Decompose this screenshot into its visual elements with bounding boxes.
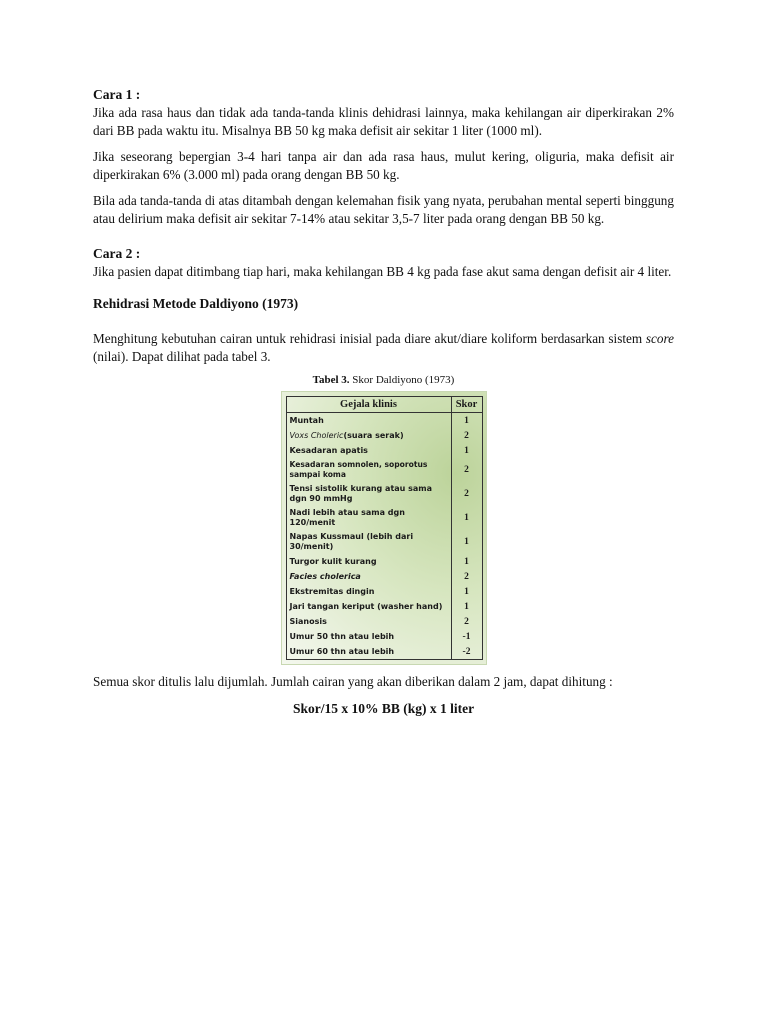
table-cell-skor: 2: [451, 614, 482, 629]
formula: Skor/15 x 10% BB (kg) x 1 liter: [292, 701, 475, 716]
table-row: [286, 458, 482, 482]
table-cell-gejala-text: (suara serak): [343, 430, 404, 440]
table-cell-gejala: Sianosis: [286, 614, 451, 629]
table-cell-gejala: Muntah: [286, 413, 451, 429]
cara2-heading: Cara 2 :: [93, 246, 141, 261]
table-cell-skor: 1: [451, 599, 482, 614]
table-cell-gejala: Kesadaran apatis: [286, 443, 451, 458]
table-cell-gejala: Tensi sistolik kurang atau sama dgn 90 mmHg: [286, 482, 451, 506]
cara1-paragraph-2: Jika seseorang bepergian 3-4 hari tanpa air dan ada rasa haus, mulut kering, oliguria, maka defisit air diperkirakan 6% (3.000 ml) pada orang dengan BB 50 kg.: [93, 149, 674, 182]
rehidrasi-paragraph: [93, 330, 674, 366]
table-row: [286, 530, 482, 554]
rehidrasi-text-after: (nilai). Dapat dilihat pada tabel 3.: [93, 349, 271, 364]
table-cell-gejala: Jari tangan keriput (washer hand): [286, 599, 451, 614]
table-row: [286, 584, 482, 599]
table-cell-skor: 1: [451, 506, 482, 530]
document-page: [93, 86, 674, 717]
cara1-paragraph-3: Bila ada tanda-tanda di atas ditambah dengan kelemahan fisik yang nyata, perubahan mental seperti binggung atau delirium maka defisit air sekitar 7-14% atau sekitar 3,5-7 liter pada orang dengan BB 50 kg.: [93, 193, 674, 226]
table-row: [286, 413, 482, 429]
table-cell-skor: -2: [451, 644, 482, 660]
table-cell-skor: 1: [451, 554, 482, 569]
table-row: [286, 443, 482, 458]
table-cell-gejala: Umur 60 thn atau lebih: [286, 644, 451, 660]
table-cell-gejala: Napas Kussmaul (lebih dari 30/menit): [286, 530, 451, 554]
table-cell-skor: -1: [451, 629, 482, 644]
table-caption-label: Tabel 3.: [312, 374, 350, 386]
table-cell-gejala: Ekstremitas dingin: [286, 584, 451, 599]
table-cell-skor: 2: [451, 569, 482, 584]
table-row: [286, 569, 482, 584]
table-cell-skor: 1: [451, 413, 482, 429]
table-row: [286, 506, 482, 530]
cara2-paragraph-1: Jika pasien dapat ditimbang tiap hari, maka kehilangan BB 4 kg pada fase akut sama dengan defisit air 4 liter.: [93, 264, 672, 279]
table-row: [286, 554, 482, 569]
table-cell-gejala: [286, 569, 451, 584]
table-cell-skor: 1: [451, 584, 482, 599]
column-header-gejala: Gejala klinis: [286, 397, 451, 413]
table-cell-skor: 1: [451, 530, 482, 554]
table-row: [286, 482, 482, 506]
table-row: [286, 644, 482, 660]
cara1-heading: Cara 1 :: [93, 87, 141, 102]
table-cell-gejala: [286, 428, 451, 443]
table-cell-skor: 2: [451, 458, 482, 482]
table-header-row: [286, 397, 482, 413]
skor-table: [286, 396, 483, 660]
table-cell-skor: 1: [451, 443, 482, 458]
table-cell-skor: 2: [451, 428, 482, 443]
table-cell-skor: 2: [451, 482, 482, 506]
skor-table-frame: [281, 391, 487, 665]
closing-paragraph: Semua skor ditulis lalu dijumlah. Jumlah cairan yang akan diberikan dalam 2 jam, dapat dihitung :: [93, 674, 613, 689]
table-cell-gejala-italic: Facies cholerica: [289, 571, 361, 581]
column-header-skor: Skor: [451, 397, 482, 413]
cara1-paragraph-1: Jika ada rasa haus dan tidak ada tanda-tanda klinis dehidrasi lainnya, maka kehilangan air diperkirakan 2% dari BB pada waktu itu. Misalnya BB 50 kg maka defisit air sekitar 1 liter (1000 ml).: [93, 105, 674, 138]
rehidrasi-heading: Rehidrasi Metode Daldiyono (1973): [93, 296, 299, 311]
table-caption: [93, 374, 674, 386]
table-cell-gejala: Kesadaran somnolen, soporotus sampai koma: [286, 458, 451, 482]
table-row: [286, 599, 482, 614]
table-row: [286, 428, 482, 443]
table-cell-gejala-italic: Voxs Choleric: [289, 430, 344, 440]
rehidrasi-text-italic: score: [645, 331, 674, 346]
rehidrasi-text-before: Menghitung kebutuhan cairan untuk rehidrasi inisial pada diare akut/diare koliform berdasarkan sistem: [93, 331, 646, 346]
table-cell-gejala: Umur 50 thn atau lebih: [286, 629, 451, 644]
table-row: [286, 629, 482, 644]
table-caption-title: Skor Daldiyono (1973): [349, 374, 455, 386]
table-cell-gejala: Nadi lebih atau sama dgn 120/menit: [286, 506, 451, 530]
table-row: [286, 614, 482, 629]
table-cell-gejala: Turgor kulit kurang: [286, 554, 451, 569]
